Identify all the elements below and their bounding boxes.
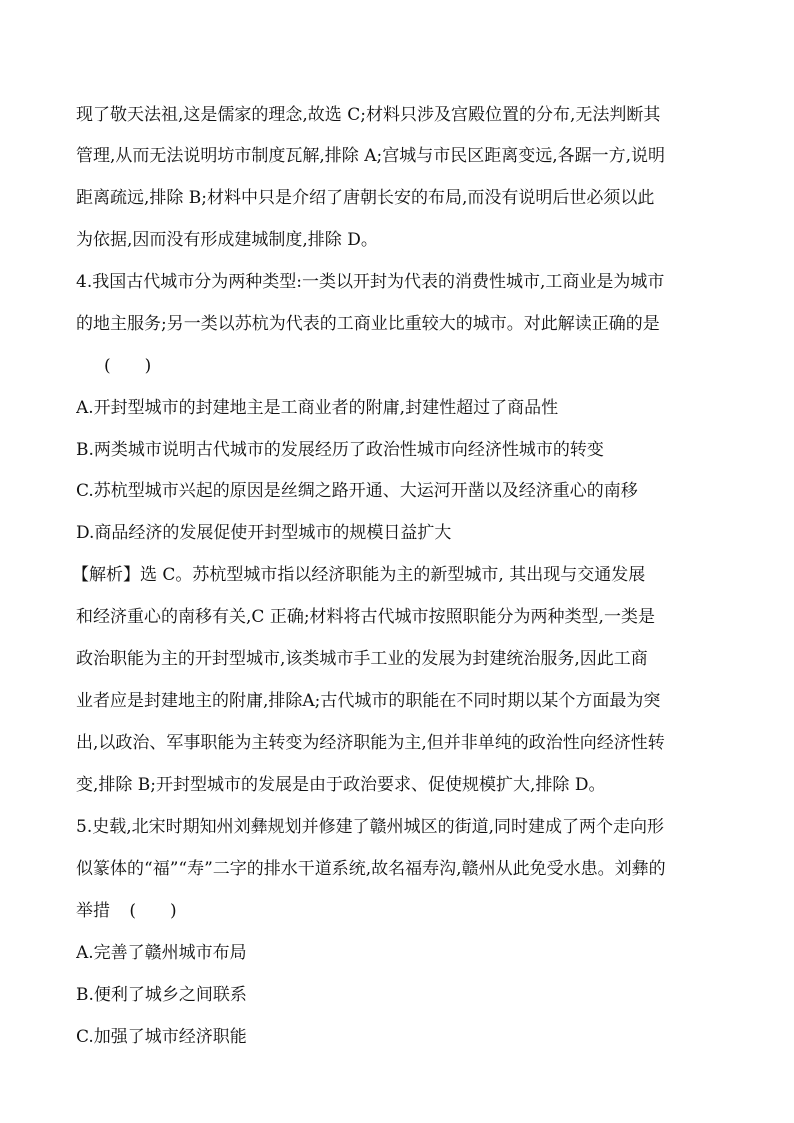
q5-option-c: C.加强了城市经济职能: [76, 1027, 247, 1047]
prev-answer-line-1: 现了敬天法祖,这是儒家的理念,故选 C;材料只涉及宫殿位置的分布,无法判断其: [76, 105, 661, 125]
prev-answer-line-4: 为依据,因而没有形成建城制度,排除 D。: [76, 230, 378, 250]
q5-option-b: B.便利了城乡之间联系: [76, 985, 247, 1005]
analysis-tag: 【解析】: [72, 565, 140, 585]
q5-stem-line-3: [76, 899, 726, 923]
q4-stem-line-1: 4.我国古代城市分为两种类型:一类以开封为代表的消费性城市,工商业是为城市: [76, 272, 665, 292]
prev-answer-line-2: 管理,从而无法说明坊市制度瓦解,排除 A;宫城与市民区距离变远,各踞一方,说明: [76, 146, 666, 166]
q5-stem-line-1: 5.史载,北宋时期知州刘彝规划并修建了赣州城区的街道,同时建成了两个走向形: [76, 817, 665, 837]
q4-analysis-line-2: 和经济重心的南移有关,C 正确;材料将古代城市按照职能分为两种类型,一类是: [76, 607, 655, 627]
q4-option-b: B.两类城市说明古代城市的发展经历了政治性城市向经济性城市的转变: [76, 440, 604, 460]
q5-answer-paren: ( ): [129, 901, 177, 921]
q4-analysis-first-line: [72, 563, 722, 587]
q5-option-a: A.完善了赣州城市布局: [76, 943, 247, 963]
q4-option-a: A.开封型城市的封建地主是工商业者的附庸,封建性超过了商品性: [76, 398, 559, 418]
q5-stem-line-2: 似篆体的“福”“寿”二字的排水干道系统,故名福寿沟,赣州从此免受水患。刘彝的: [76, 859, 666, 879]
prev-answer-line-3: 距离疏远,排除 B;材料中只是介绍了唐朝长安的布局,而没有说明后世必须以此: [76, 188, 655, 208]
q4-analysis-line-6: 变,排除 B;开封型城市的发展是由于政治要求、促使规模扩大,排除 D。: [76, 775, 606, 795]
q5-last-stem: 举措: [76, 901, 110, 921]
q4-analysis-line-3: 政治职能为主的开封型城市,该类城市手工业的发展为封建统治服务,因此工商: [76, 649, 648, 669]
q4-stem-line-2: 的地主服务;另一类以苏杭为代表的工商业比重较大的城市。对此解读正确的是: [76, 314, 660, 334]
q4-analysis-line-5: 出,以政治、军事职能为主转变为经济职能为主,但并非单纯的政治性向经济性转: [76, 733, 665, 753]
q4-analysis-line-4: 业者应是封建地主的附庸,排除A;古代城市的职能在不同时期以某个方面最为突: [76, 691, 661, 711]
q4-option-d: D.商品经济的发展促使开封型城市的规模日益扩大: [76, 523, 452, 543]
q4-option-c: C.苏杭型城市兴起的原因是丝绸之路开通、大运河开凿以及经济重心的南移: [76, 481, 638, 501]
q4-answer-paren: ( ): [104, 356, 152, 376]
q4-analysis-first-text: 选 C。苏杭型城市指以经济职能为主的新型城市, 其出现与交通发展: [140, 565, 646, 585]
